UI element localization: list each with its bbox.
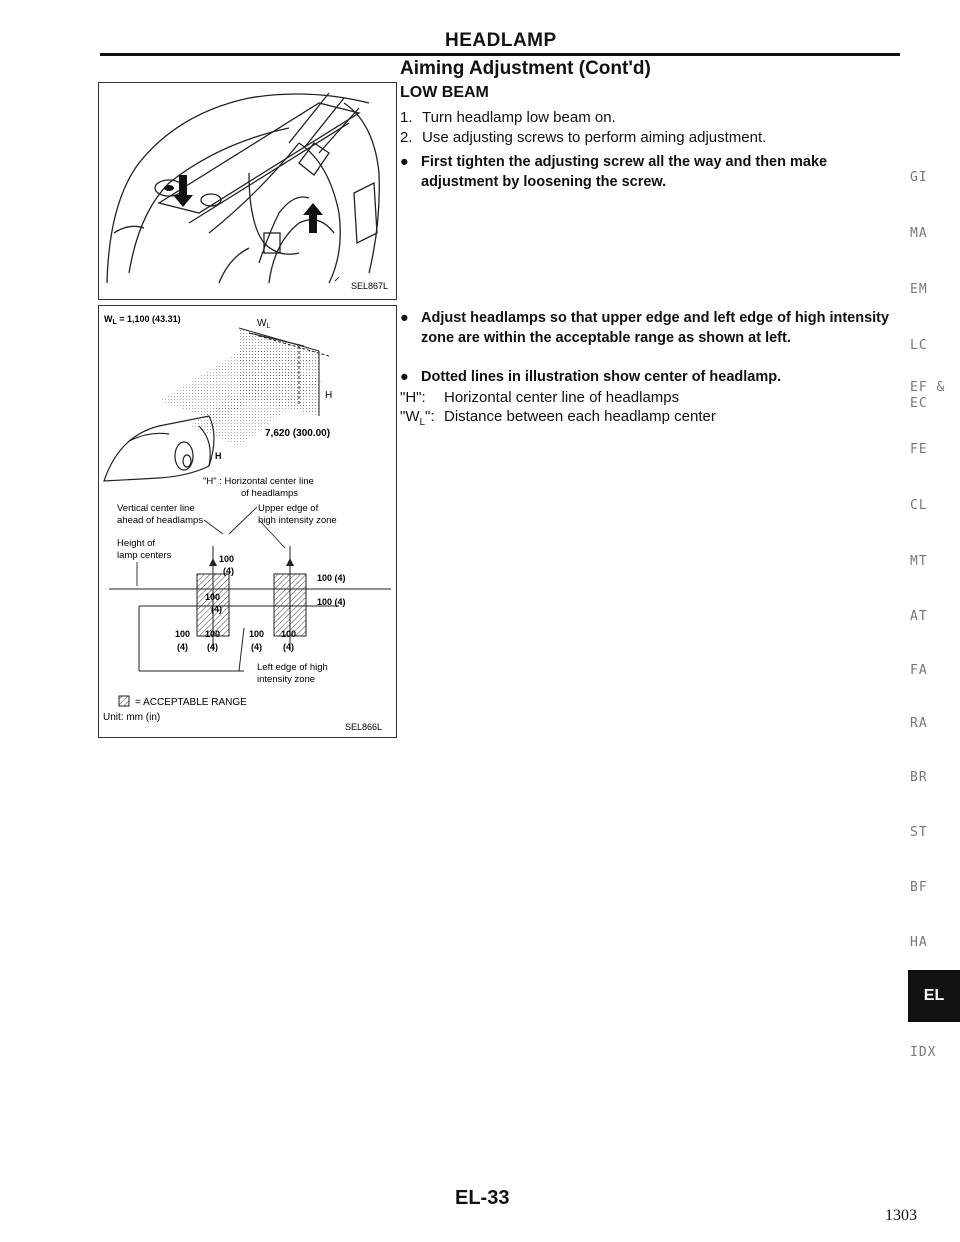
section-tab-st[interactable]: ST <box>910 825 928 840</box>
dim-bottom-4-a: (4) <box>177 642 188 652</box>
step-number: 1. <box>400 109 413 126</box>
bullet-dot: ● <box>400 310 409 326</box>
section-tab-fa[interactable]: FA <box>910 663 928 678</box>
dim-bottom-100-a: 100 <box>175 629 191 639</box>
aiming-diagram <box>99 306 396 737</box>
header-rule <box>100 53 900 56</box>
dim-mid-100: 100 <box>205 592 221 602</box>
dim-right-upper: 100 (4) <box>317 573 346 583</box>
bullet-text: Dotted lines in illustration show center of headlamp. <box>421 369 782 385</box>
bullet-dot: ● <box>400 369 409 385</box>
dim-bottom-4-b: (4) <box>207 642 218 652</box>
dim-upper-100: 100 <box>219 554 235 564</box>
step-text: Use adjusting screws to perform aiming adjustment. <box>422 129 767 146</box>
left-edge-line1: Left edge of high <box>257 662 328 673</box>
section-tab-cl[interactable]: CL <box>910 498 928 513</box>
section-tab-gi[interactable]: GI <box>910 170 928 185</box>
h-definition-line1: "H" : Horizontal center line <box>203 476 314 487</box>
legend-label: = ACCEPTABLE RANGE <box>135 697 247 708</box>
section-tab-el-active[interactable]: EL <box>908 970 960 1022</box>
page-header-title: HEADLAMP <box>445 30 557 51</box>
step-text: Turn headlamp low beam on. <box>422 109 616 126</box>
step-number: 2. <box>400 129 413 146</box>
section-title: Aiming Adjustment (Cont'd) <box>400 58 651 79</box>
left-edge-line2: intensity zone <box>257 674 316 685</box>
dim-mid-4: (4) <box>211 604 222 614</box>
step-2 <box>400 129 766 146</box>
wl-tag: $W_L$ <box>257 318 271 330</box>
section-tab-ec[interactable]: EC <box>910 396 928 411</box>
adjusting-screw-illustration <box>99 83 396 299</box>
section-tab-mt[interactable]: MT <box>910 554 928 569</box>
legend-swatch <box>119 696 129 706</box>
definition-term: "H": <box>400 389 426 406</box>
upper-edge-line1: Upper edge of <box>258 503 319 514</box>
figure-aiming-diagram <box>98 305 397 738</box>
distance-label: 7,620 (300.00) <box>265 428 331 439</box>
figure-adjusting-screw <box>98 82 397 300</box>
section-tab-idx[interactable]: IDX <box>910 1045 937 1060</box>
definition-h <box>400 389 679 406</box>
upper-edge-line2: high intensity zone <box>258 515 337 526</box>
height-label-line2: lamp centers <box>117 550 172 561</box>
section-tab-bf[interactable]: BF <box>910 880 928 895</box>
section-tab-fe[interactable]: FE <box>910 442 928 457</box>
section-tab-at[interactable]: AT <box>910 609 928 624</box>
dim-bottom-100-d: 100 <box>281 629 297 639</box>
section-tab-em[interactable]: EM <box>910 282 928 297</box>
bullet-dot: ● <box>400 154 409 170</box>
dim-bottom-4-d: (4) <box>283 642 294 652</box>
definition-text: Horizontal center line of headlamps <box>444 389 680 406</box>
unit-label: Unit: mm (in) <box>103 712 161 723</box>
wl-label: $W_L = 1,100$ (43.31) <box>104 314 181 326</box>
dim-upper-4: (4) <box>223 566 234 576</box>
vertical-label-line1: Vertical center line <box>117 503 195 514</box>
h-definition-line2: of headlamps <box>241 488 299 499</box>
h-tag: H <box>325 390 333 401</box>
h-car-tag: H <box>215 451 222 461</box>
dim-right-lower: 100 (4) <box>317 597 346 607</box>
dim-bottom-100-b: 100 <box>205 629 221 639</box>
page-number: EL-33 <box>455 1187 510 1209</box>
section-tab-ha[interactable]: HA <box>910 935 928 950</box>
section-tab-ef[interactable]: EF & <box>910 380 946 395</box>
figure2-code: SEL866L <box>345 722 383 732</box>
vertical-label-line2: ahead of headlamps <box>117 515 204 526</box>
dim-bottom-100-c: 100 <box>249 629 265 639</box>
section-tab-ma[interactable]: MA <box>910 226 928 241</box>
bullet-text: First tighten the adjusting screw all the way and then make adjustment by loosening the screw. <box>421 154 828 190</box>
figure1-code: SEL867L <box>351 281 389 291</box>
dim-bottom-4-c: (4) <box>251 642 262 652</box>
subsection-title: LOW BEAM <box>400 84 489 101</box>
bullet-dotted <box>400 367 900 387</box>
section-tab-br[interactable]: BR <box>910 770 928 785</box>
definition-term: "$W_L$": <box>400 408 435 428</box>
section-tab-ra[interactable]: RA <box>910 716 928 731</box>
step-1 <box>400 109 616 126</box>
section-tab-lc[interactable]: LC <box>910 338 928 353</box>
bullet-text: Adjust headlamps so that upper edge and left edge of high intensity zone are within the acceptable range as shown at left. <box>421 310 890 346</box>
sheet-number: 1303 <box>885 1207 917 1224</box>
height-label-line1: Height of <box>117 538 156 549</box>
bullet-tighten <box>400 152 900 192</box>
definition-text: Distance between each headlamp center <box>444 408 716 425</box>
acceptable-range-grid <box>139 546 339 671</box>
definition-wl <box>400 408 716 428</box>
bullet-adjust <box>400 308 900 348</box>
